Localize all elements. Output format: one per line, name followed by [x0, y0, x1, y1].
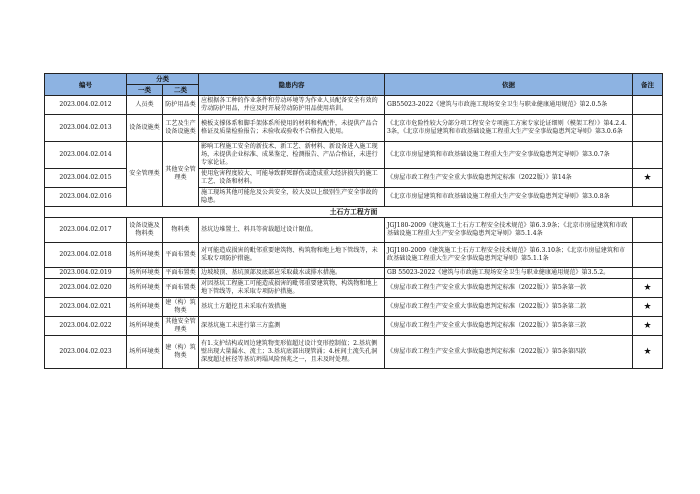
header-cat1: 一类	[127, 85, 163, 96]
row-cat1: 场所环境类	[127, 317, 163, 336]
star-icon: ★	[633, 298, 663, 317]
row-basis: 《房屋市政工程生产安全重大事故隐患判定标准（2022版）》第5条第一款	[385, 279, 633, 298]
table-row	[45, 115, 663, 142]
row-basis: 《房屋市政工程生产安全重大事故隐患判定标准（2022版）》第5条第二款	[385, 298, 633, 317]
row-basis: 《北京市危险性较大分部分项工程安全专项施工方案专家论证细则（模架工程）》第4.2.4.3条，《北京市房屋建筑和市政基础设施工程重大生产安全事故隐患判定导则》第3.0.6条	[385, 115, 633, 142]
header-basis: 依据	[385, 74, 633, 96]
row-code: 2023.004.02.019	[45, 268, 127, 279]
row-hazard: 深基坑施工未进行第三方监测	[199, 317, 385, 336]
row-cat1: 场所环境类	[127, 336, 163, 369]
row-cat2: 其他安全管理类	[163, 142, 199, 207]
star-icon: ★	[633, 279, 663, 298]
row-hazard: 对可能造成损害的毗邻重要建筑物、构筑物和地上地下管线等，未采取专项防护措施。	[199, 243, 385, 268]
row-basis: JGJ180-2009《建筑施工土石方工程安全技术规范》第6.3.10条；《北京市房屋建筑和市政基础设施工程重大生产安全事故隐患判定导则》第5.1.1条	[385, 243, 633, 268]
row-cat2: 防护用品类	[163, 96, 199, 115]
row-code: 2023.004.02.016	[45, 188, 127, 207]
row-mark	[633, 268, 663, 279]
row-mark	[633, 188, 663, 207]
row-code: 2023.004.02.022	[45, 317, 127, 336]
row-basis: JGJ180-2009《建筑施工土石方工程安全技术规范》第6.3.9条；《北京市房屋建筑和市政基础设施工程重大生产安全事故隐患判定导则》第5.1.4条	[385, 218, 633, 243]
row-cat1: 安全管理类	[127, 142, 163, 207]
row-basis: 《房屋市政工程生产安全重大事故隐患判定标准（2022版）》第14条	[385, 169, 633, 188]
row-code: 2023.004.02.015	[45, 169, 127, 188]
row-hazard: 对因基坑工程施工可能造成损害的毗邻重要建筑物、构筑物和地上地下管线等，未采取专项防护措施。	[199, 279, 385, 298]
table-row	[45, 268, 663, 279]
table-row	[45, 336, 663, 369]
row-hazard: 应根据各工种的作业条件和劳动环境等为作业人员配备安全有效的劳动防护用品，并应及时开展劳动防护用品使用培训。	[199, 96, 385, 115]
row-mark	[633, 243, 663, 268]
header-remark: 备注	[633, 74, 663, 96]
header-code: 编号	[45, 74, 127, 96]
row-hazard: 影响工程施工安全的新技术、新工艺、新材料、新设备进入施工现场，未提供企业标准、成果鉴定、检测报告、产品合格证，未进行专家论证。	[199, 142, 385, 169]
row-basis: 《房屋市政工程生产安全重大事故隐患判定标准（2022版）》第5条第三款	[385, 317, 633, 336]
row-code: 2023.004.02.012	[45, 96, 127, 115]
row-hazard: 有1.支护结构或周边建筑物变形值超过设计变形控制值；2.基坑侧壁出现大量漏水、流土；3.基坑底部出现管涌；4.桩间土流失孔洞深度超过桩径等基坑坍塌风险预兆之一，且未及时处理。	[199, 336, 385, 369]
header-hazard: 隐患内容	[199, 74, 385, 96]
row-basis: 《北京市房屋建筑和市政基础设施工程重大生产安全事故隐患判定导则》第3.0.7条	[385, 142, 633, 169]
row-mark	[633, 96, 663, 115]
star-icon: ★	[633, 336, 663, 369]
header-cat2: 二类	[163, 85, 199, 96]
row-hazard: 模板支撑体系和脚手架体系所使用的材料和构配件，未提供产品合格证及质量检验报告；未验收或验收不合格投入使用。	[199, 115, 385, 142]
table-row	[45, 298, 663, 317]
row-cat1: 场所环境类	[127, 268, 163, 279]
header-category: 分类	[127, 74, 199, 85]
row-code: 2023.004.02.021	[45, 298, 127, 317]
table-row	[45, 317, 663, 336]
star-icon: ★	[633, 317, 663, 336]
row-mark	[633, 142, 663, 169]
table-row	[45, 243, 663, 268]
row-cat2: 其他安全管理类	[163, 317, 199, 336]
row-code: 2023.004.02.017	[45, 218, 127, 243]
row-cat2: 平面布置类	[163, 243, 199, 268]
row-cat2: 建（构）筑物类	[163, 336, 199, 369]
section-title: 土石方工程方面	[45, 207, 663, 218]
row-mark	[633, 218, 663, 243]
row-hazard: 基坑土方超挖且未采取有效措施	[199, 298, 385, 317]
row-hazard: 基坑边堆置土、料具等荷载超过设计限值。	[199, 218, 385, 243]
table-row	[45, 279, 663, 298]
row-cat1: 人员类	[127, 96, 163, 115]
section-row	[45, 207, 663, 218]
row-basis: 《北京市房屋建筑和市政基础设施工程重大生产安全事故隐患判定导则》第3.0.8条	[385, 188, 633, 207]
row-code: 2023.004.02.014	[45, 142, 127, 169]
row-basis: GB 55023-2022《建筑与市政施工现场安全卫生与职业健康通用规范》第3.5.2。	[385, 268, 633, 279]
star-icon: ★	[633, 169, 663, 188]
row-cat2: 建（构）筑物类	[163, 298, 199, 317]
row-mark	[633, 115, 663, 142]
row-cat2: 物料类	[163, 218, 199, 243]
row-hazard: 边坡坡顶、基坑顶部及底部应采取截水或排水措施。	[199, 268, 385, 279]
row-cat2: 平面布置类	[163, 268, 199, 279]
row-hazard: 使用危害程度较大、可能导致群死群伤或造成重大经济损失的施工工艺、设备和材料。	[199, 169, 385, 188]
row-cat1: 场所环境类	[127, 279, 163, 298]
row-basis: GB55023-2022《建筑与市政施工现场安全卫生与职业健康通用规范》第2.0.5条	[385, 96, 633, 115]
row-basis: 《房屋市政工程生产安全重大事故隐患判定标准（2022版）》第5条第四款	[385, 336, 633, 369]
row-code: 2023.004.02.023	[45, 336, 127, 369]
row-cat2: 平面布置类	[163, 279, 199, 298]
hazard-table	[44, 73, 663, 369]
row-code: 2023.004.02.020	[45, 279, 127, 298]
row-cat1: 场所环境类	[127, 298, 163, 317]
row-cat1: 设备设施类	[127, 115, 163, 142]
table-row	[45, 96, 663, 115]
table-row	[45, 218, 663, 243]
row-code: 2023.004.02.013	[45, 115, 127, 142]
row-hazard: 施工现场其他可能危及公共安全，较大及以上级别生产安全事故的隐患。	[199, 188, 385, 207]
row-cat1: 设备设施及物料类	[127, 218, 163, 243]
row-cat2: 工艺及生产设备设施类	[163, 115, 199, 142]
row-cat1: 场所环境类	[127, 243, 163, 268]
table-row	[45, 142, 663, 169]
row-code: 2023.004.02.018	[45, 243, 127, 268]
